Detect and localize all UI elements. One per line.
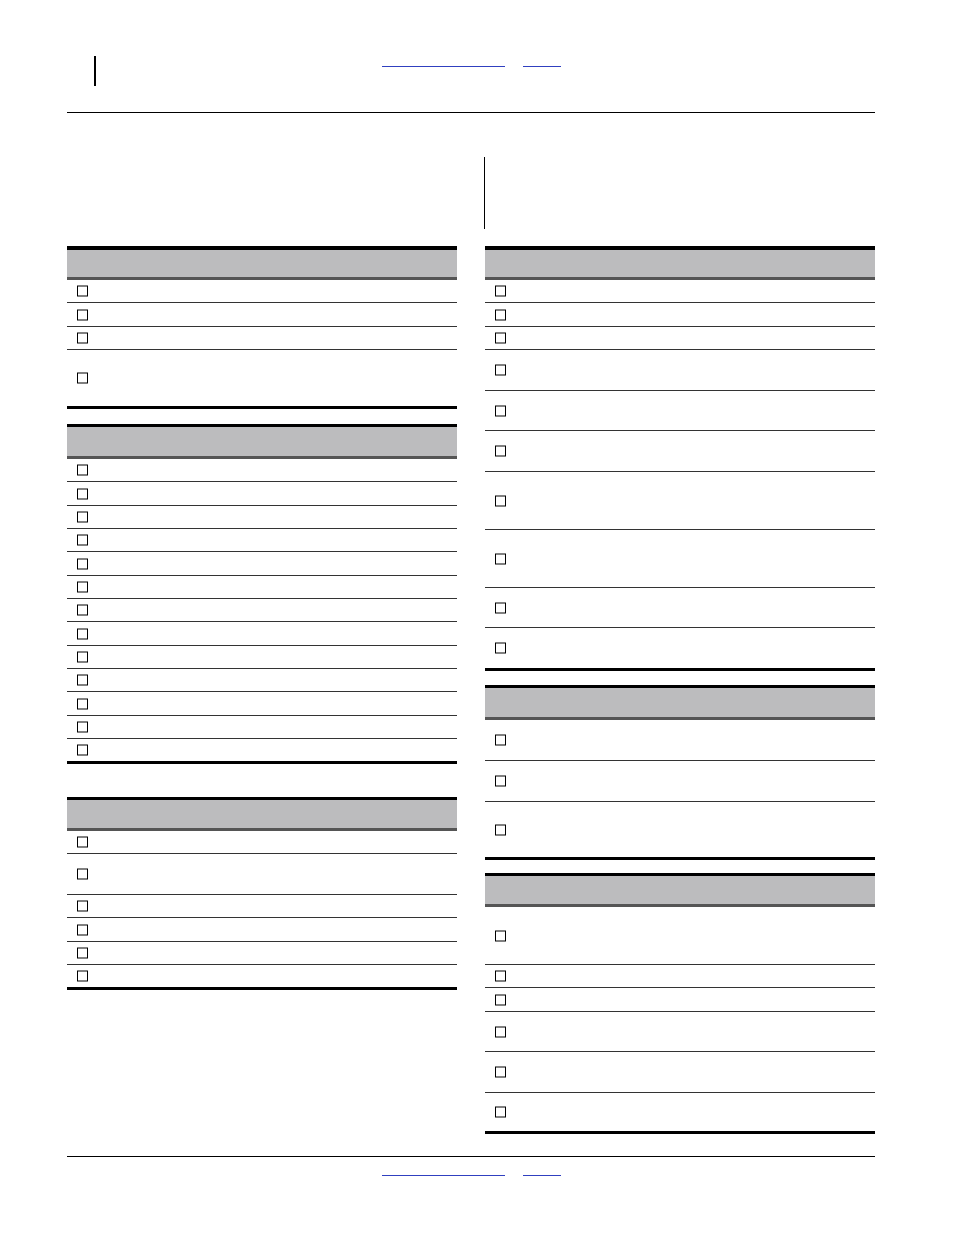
checkbox[interactable] — [495, 994, 506, 1005]
checklist-row — [67, 599, 457, 622]
checkbox[interactable] — [495, 776, 506, 787]
checkbox[interactable] — [495, 495, 506, 506]
header-link-2[interactable] — [523, 66, 561, 67]
checklist-row — [67, 459, 457, 482]
checkbox[interactable] — [77, 605, 88, 616]
checkbox[interactable] — [495, 735, 506, 746]
checklist-table — [485, 873, 875, 1134]
checkbox[interactable] — [77, 333, 88, 344]
checkbox[interactable] — [495, 553, 506, 564]
checkbox[interactable] — [77, 869, 88, 880]
checklist-row — [485, 628, 875, 668]
checkbox[interactable] — [77, 535, 88, 546]
checklist-row — [485, 965, 875, 988]
checkbox[interactable] — [77, 924, 88, 935]
table-header — [485, 876, 875, 907]
checkbox[interactable] — [77, 675, 88, 686]
checkbox[interactable] — [77, 558, 88, 569]
checkbox[interactable] — [77, 286, 88, 297]
footer-link-1[interactable] — [382, 1175, 505, 1176]
checkbox[interactable] — [495, 1107, 506, 1118]
checklist-row — [67, 303, 457, 327]
checkbox[interactable] — [77, 488, 88, 499]
checklist-row — [67, 327, 457, 350]
checkbox[interactable] — [77, 512, 88, 523]
checklist-row — [67, 482, 457, 506]
checkbox[interactable] — [495, 446, 506, 457]
checklist-row — [485, 1093, 875, 1131]
footer-link-2[interactable] — [523, 1175, 561, 1176]
checklist-row — [67, 692, 457, 716]
checklist-row — [485, 1012, 875, 1052]
checkbox[interactable] — [77, 582, 88, 593]
table-header — [485, 688, 875, 720]
checklist-row — [485, 327, 875, 350]
checkbox[interactable] — [495, 1067, 506, 1078]
checklist-row — [67, 739, 457, 761]
table-header — [485, 250, 875, 280]
checkbox[interactable] — [77, 722, 88, 733]
checklist-row — [67, 918, 457, 942]
checklist-table — [67, 246, 457, 409]
checkbox[interactable] — [77, 901, 88, 912]
checkbox[interactable] — [77, 948, 88, 959]
header-link-1[interactable] — [382, 66, 505, 67]
checklist-row — [67, 965, 457, 987]
header-rule — [67, 112, 875, 113]
checkbox[interactable] — [495, 971, 506, 982]
checkbox[interactable] — [77, 971, 88, 982]
checkbox[interactable] — [77, 373, 88, 384]
checkbox[interactable] — [495, 930, 506, 941]
checklist-row — [67, 646, 457, 669]
checklist-row — [67, 622, 457, 646]
checklist-row — [485, 391, 875, 431]
checkbox[interactable] — [495, 333, 506, 344]
checklist-row — [67, 552, 457, 576]
checklist-row — [485, 530, 875, 588]
checklist-row — [67, 854, 457, 895]
checklist-row — [485, 303, 875, 327]
checkbox[interactable] — [77, 698, 88, 709]
checklist-row — [485, 350, 875, 391]
checkbox[interactable] — [495, 1026, 506, 1037]
header-margin-bar — [94, 56, 96, 86]
checkbox[interactable] — [495, 643, 506, 654]
table-header — [67, 427, 457, 459]
checklist-table — [485, 685, 875, 860]
checklist-row — [67, 529, 457, 552]
checklist-row — [67, 716, 457, 739]
table-header — [67, 800, 457, 831]
checklist-row — [485, 720, 875, 761]
footer-rule — [67, 1156, 875, 1157]
checklist-row — [485, 472, 875, 530]
checkbox[interactable] — [495, 602, 506, 613]
checklist-table — [67, 424, 457, 764]
checklist-row — [485, 1052, 875, 1093]
checklist-row — [67, 280, 457, 303]
checkbox[interactable] — [77, 309, 88, 320]
checklist-row — [485, 588, 875, 628]
checklist-table — [485, 246, 875, 671]
checkbox[interactable] — [495, 309, 506, 320]
checklist-row — [485, 761, 875, 802]
checklist-row — [67, 942, 457, 965]
checklist-row — [67, 350, 457, 406]
checkbox[interactable] — [495, 365, 506, 376]
checkbox[interactable] — [495, 405, 506, 416]
checkbox[interactable] — [77, 465, 88, 476]
checklist-row — [485, 988, 875, 1012]
column-divider — [484, 157, 485, 229]
checkbox[interactable] — [77, 745, 88, 756]
checklist-row — [485, 907, 875, 965]
checklist-row — [485, 802, 875, 857]
checkbox[interactable] — [77, 628, 88, 639]
checkbox[interactable] — [495, 824, 506, 835]
checklist-table — [67, 797, 457, 990]
checklist-row — [485, 280, 875, 303]
checkbox[interactable] — [77, 652, 88, 663]
checkbox[interactable] — [495, 286, 506, 297]
checklist-row — [485, 431, 875, 472]
checklist-row — [67, 576, 457, 599]
checklist-row — [67, 669, 457, 692]
checkbox[interactable] — [77, 837, 88, 848]
table-header — [67, 250, 457, 280]
checklist-row — [67, 895, 457, 918]
checklist-row — [67, 831, 457, 854]
checklist-row — [67, 506, 457, 529]
